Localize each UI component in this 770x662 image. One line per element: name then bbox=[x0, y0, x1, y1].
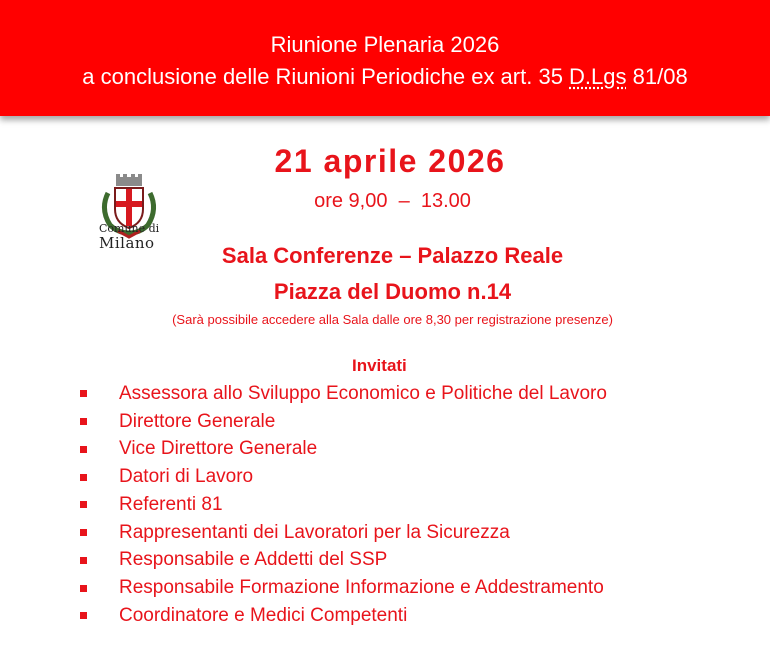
event-venue-room: Sala Conferenze – Palazzo Reale bbox=[221, 243, 564, 268]
list-item bbox=[80, 463, 607, 491]
list-item bbox=[80, 519, 607, 547]
logo-text-milano: Milano bbox=[99, 234, 155, 252]
bullet-icon bbox=[80, 418, 87, 425]
header-banner bbox=[0, 0, 770, 116]
bullet-icon bbox=[80, 529, 87, 536]
event-date: 21 aprile 2026 bbox=[274, 143, 506, 179]
list-item bbox=[80, 436, 607, 464]
event-venue-address: Piazza del Duomo n.14 bbox=[273, 279, 512, 304]
list-item-label: Assessora allo Sviluppo Economico e Politiche del Lavoro bbox=[119, 382, 607, 404]
list-item bbox=[80, 574, 607, 602]
list-item-label: Vice Direttore Generale bbox=[119, 438, 318, 460]
banner-title: Riunione Plenaria 2026 bbox=[270, 32, 500, 57]
banner-subtitle bbox=[0, 64, 770, 90]
banner-subtitle-prefix: a conclusione delle Riunioni Periodiche ex art. 35 bbox=[82, 64, 570, 89]
event-access-note: (Sarà possibile accedere alla Sala dalle ore 8,30 per registrazione presenze) bbox=[172, 312, 613, 327]
banner-subtitle-suffix: 81/08 bbox=[626, 64, 688, 89]
invitati-list bbox=[80, 380, 607, 630]
logo-text-comune: Comune di bbox=[99, 222, 160, 235]
list-item bbox=[80, 380, 607, 408]
bullet-icon bbox=[80, 446, 87, 453]
bullet-icon bbox=[80, 390, 87, 397]
list-item-label: Coordinatore e Medici Competenti bbox=[119, 604, 408, 626]
bullet-icon bbox=[80, 501, 87, 508]
list-item bbox=[80, 491, 607, 519]
list-item-label: Rappresentanti dei Lavoratori per la Sicurezza bbox=[119, 521, 510, 543]
list-item bbox=[80, 602, 607, 630]
list-item bbox=[80, 547, 607, 575]
banner-subtitle-dlgs: D.Lgs bbox=[569, 64, 627, 89]
list-item-label: Direttore Generale bbox=[119, 410, 276, 432]
bullet-icon bbox=[80, 612, 87, 619]
bullet-icon bbox=[80, 557, 87, 564]
invitati-title: Invitati bbox=[352, 356, 407, 375]
list-item-label: Responsabile Formazione Informazione e Addestramento bbox=[119, 577, 604, 599]
bullet-icon bbox=[80, 585, 87, 592]
list-item-label: Datori di Lavoro bbox=[119, 466, 254, 488]
list-item bbox=[80, 408, 607, 436]
list-item-label: Responsabile e Addetti del SSP bbox=[119, 549, 388, 571]
list-item-label: Referenti 81 bbox=[119, 493, 223, 515]
bullet-icon bbox=[80, 474, 87, 481]
event-time: ore 9,00 – 13.00 bbox=[314, 190, 471, 212]
